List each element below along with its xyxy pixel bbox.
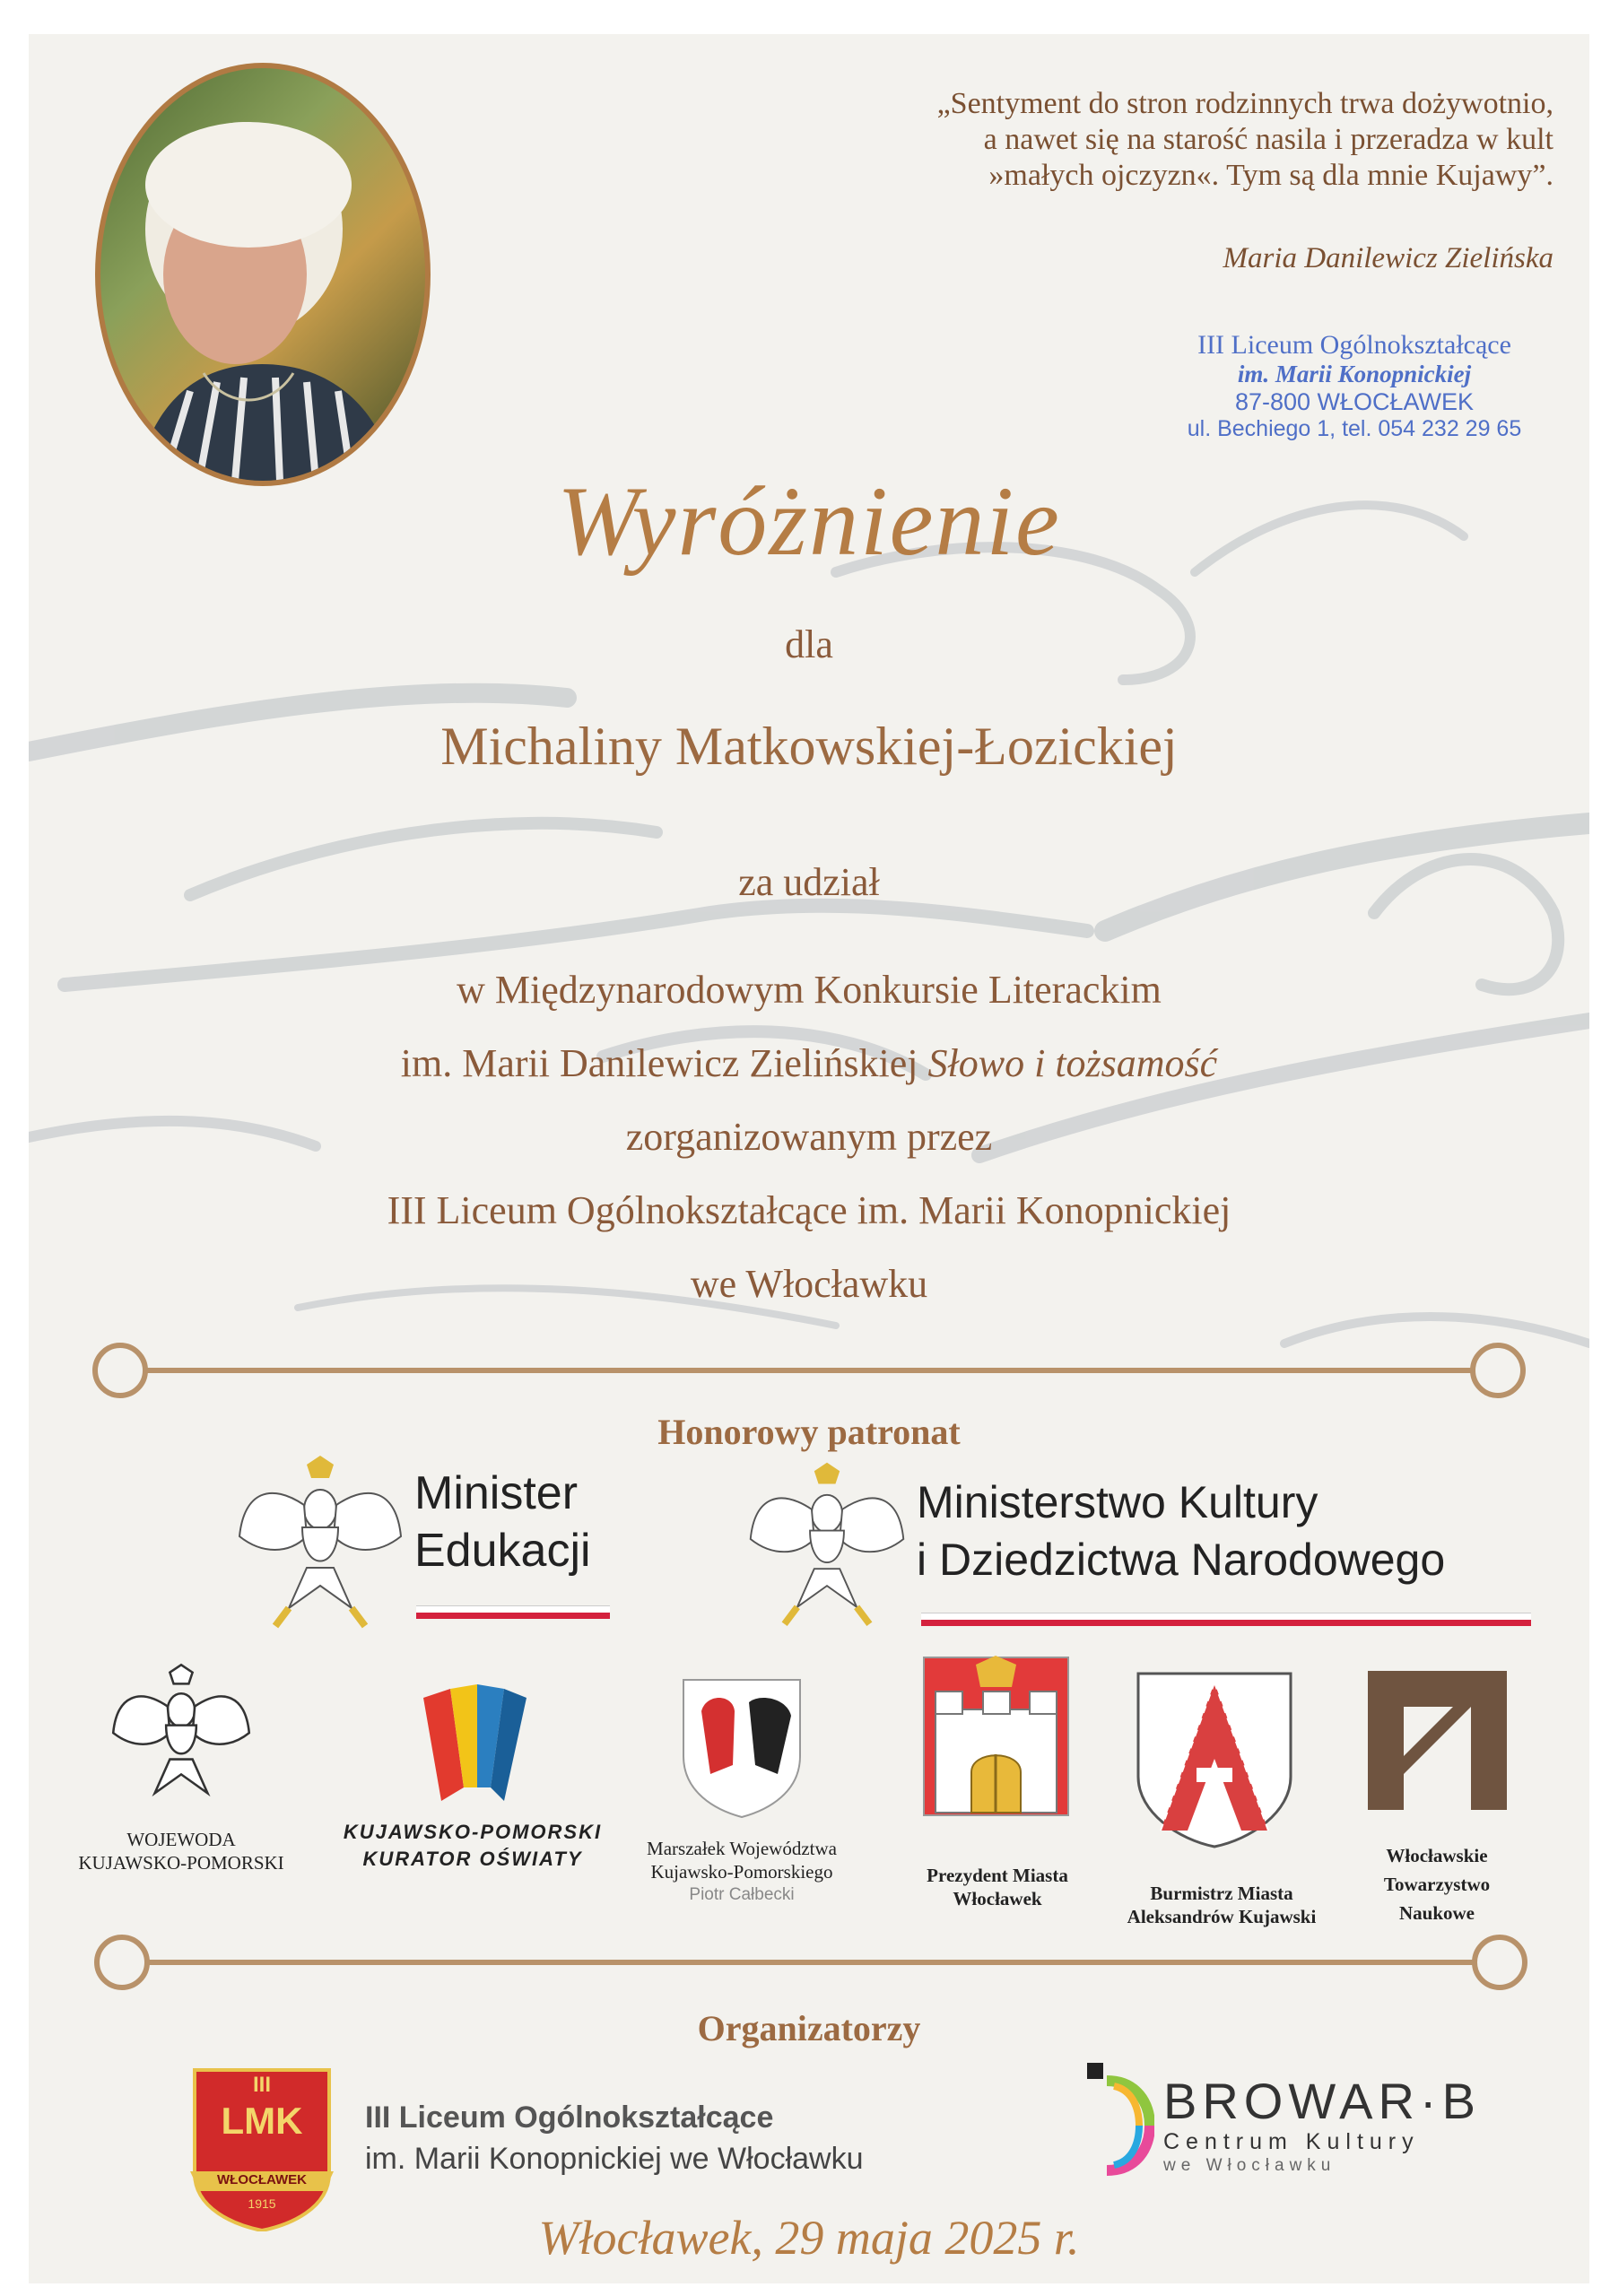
organizer-school-line-2: im. Marii Konopnickiej we Włocławku	[365, 2142, 864, 2176]
marszalek-coat-of-arms-icon	[679, 1675, 805, 1819]
organizer-school-line-1: III Liceum Ogólnokształcące	[365, 2100, 774, 2135]
kurator-caption	[325, 1819, 621, 1873]
kurator-book-icon	[414, 1680, 531, 1810]
marszalek-caption-line-2: Kujawsko-Pomorskiego	[650, 1861, 833, 1883]
epigraph-quote	[746, 86, 1553, 194]
burmistrz-caption	[1105, 1882, 1338, 1928]
wtn-caption	[1320, 1841, 1553, 1927]
ornament-divider-bottom	[93, 1931, 1528, 1994]
wojewoda-caption-line-1: WOJEWODA	[126, 1829, 236, 1850]
ministerstwo-kultury-line-1: Ministerstwo Kultury	[917, 1477, 1318, 1527]
burmistrz-caption-line-2: Aleksandrów Kujawski	[1127, 1906, 1317, 1927]
marszalek-caption-line-1: Marszałek Województwa	[647, 1838, 837, 1859]
body-line-2-prefix: im. Marii Danilewicz Zielińskiej	[400, 1041, 928, 1085]
wojewoda-eagle-icon	[109, 1662, 253, 1819]
ministerstwo-kultury-name	[917, 1474, 1445, 1588]
eagle-emblem-icon	[235, 1456, 405, 1635]
patronage-heading: Honorowy patronat	[657, 1412, 961, 1452]
minister-edukacji-line-1: Minister	[414, 1467, 579, 1519]
body-line-1: w Międzynarodowym Konkursie Literackim	[457, 968, 1162, 1012]
browar-b-mark-icon	[1087, 2063, 1154, 2188]
marszalek-caption	[621, 1837, 863, 1907]
browar-b-name: BROWAR·B	[1163, 2073, 1481, 2129]
stamp-line-2: im. Marii Konopnickiej	[1237, 361, 1472, 387]
stamp-line-1: III Liceum Ogólnokształcące	[1197, 330, 1511, 360]
body-line-3: zorganizowanym przez	[625, 1115, 993, 1159]
ministerstwo-kultury-line-2: i Dziedzictwa Narodowego	[917, 1535, 1446, 1585]
quote-line-2: a nawet się na starość nasila i przeradza w kult	[983, 123, 1553, 156]
wloclawek-coat-of-arms-icon	[922, 1656, 1070, 1817]
school-stamp	[1166, 330, 1543, 442]
lmk-badge	[190, 2066, 334, 2231]
marszalek-caption-line-3: Piotr Całbecki	[689, 1885, 795, 1904]
dla-text: dla	[785, 622, 833, 666]
recipient-name: Michaliny Matkowskiej-Łozickiej	[440, 717, 1178, 776]
portrait-photo	[95, 63, 431, 486]
lmk-abbr: LMK	[221, 2100, 303, 2142]
kurator-caption-line-1: KUJAWSKO-POMORSKI	[343, 1821, 603, 1843]
lmk-ribbon: WŁOCŁAWEK	[217, 2172, 307, 2187]
browar-b-sub-2: we Włocławku	[1163, 2156, 1336, 2175]
kurator-caption-line-2: KURATOR OŚWIATY	[362, 1848, 583, 1870]
eagle-emblem-icon	[746, 1460, 908, 1635]
contest-name: Słowo i tożsamość	[927, 1041, 1218, 1085]
prezydent-caption-line-1: Prezydent Miasta	[927, 1865, 1068, 1886]
browar-b-sub-1: Centrum Kultury	[1163, 2129, 1420, 2154]
issue-date: Włocławek, 29 maja 2025 r.	[538, 2211, 1080, 2265]
stamp-line-4: ul. Bechiego 1, tel. 054 232 29 65	[1187, 416, 1522, 441]
stamp-line-3: 87-800 WŁOCŁAWEK	[1234, 388, 1475, 415]
flag-bar-kultury	[921, 1613, 1531, 1625]
minister-edukacji-line-2: Edukacji	[414, 1525, 591, 1577]
certificate-page	[29, 34, 1589, 2283]
za-udzial-text: za udział	[738, 860, 880, 904]
quote-line-1: „Sentyment do stron rodzinnych trwa dożywotnio,	[936, 87, 1553, 120]
flag-bar-edukacji	[416, 1605, 610, 1618]
lmk-roman: III	[252, 2073, 271, 2097]
browar-b-logo	[1163, 2074, 1481, 2177]
organizer-school-name	[365, 2097, 864, 2179]
prezydent-caption-line-2: Włocławek	[953, 1888, 1042, 1909]
lmk-year: 1915	[248, 2196, 276, 2211]
wtn-caption-line-2: Towarzystwo	[1383, 1874, 1491, 1895]
wojewoda-caption	[65, 1828, 298, 1874]
portrait-figure	[100, 68, 425, 481]
body-line-2	[29, 1040, 1589, 1086]
prezydent-caption	[890, 1864, 1105, 1910]
wtn-caption-line-3: Naukowe	[1398, 1902, 1475, 1924]
wtn-logo-icon	[1363, 1666, 1511, 1814]
certificate-title: Wyróżnienie	[557, 466, 1061, 576]
minister-edukacji-name	[414, 1465, 591, 1579]
wtn-caption-line-1: Włocławskie	[1386, 1845, 1488, 1866]
quote-line-3: »małych ojczyzn«. Tym są dla mnie Kujawy”.	[988, 159, 1553, 192]
ornament-divider-top	[91, 1339, 1527, 1402]
aleksandrow-coat-of-arms-icon	[1134, 1669, 1295, 1848]
body-line-5: we Włocławku	[690, 1262, 928, 1306]
quote-author: Maria Danilewicz Zielińska	[1223, 242, 1553, 274]
burmistrz-caption-line-1: Burmistrz Miasta	[1150, 1883, 1293, 1904]
organizers-heading: Organizatorzy	[697, 2008, 921, 2048]
wojewoda-caption-line-2: KUJAWSKO-POMORSKI	[78, 1852, 284, 1874]
body-line-4: III Liceum Ogólnokształcące im. Marii Konopnickiej	[387, 1188, 1231, 1232]
